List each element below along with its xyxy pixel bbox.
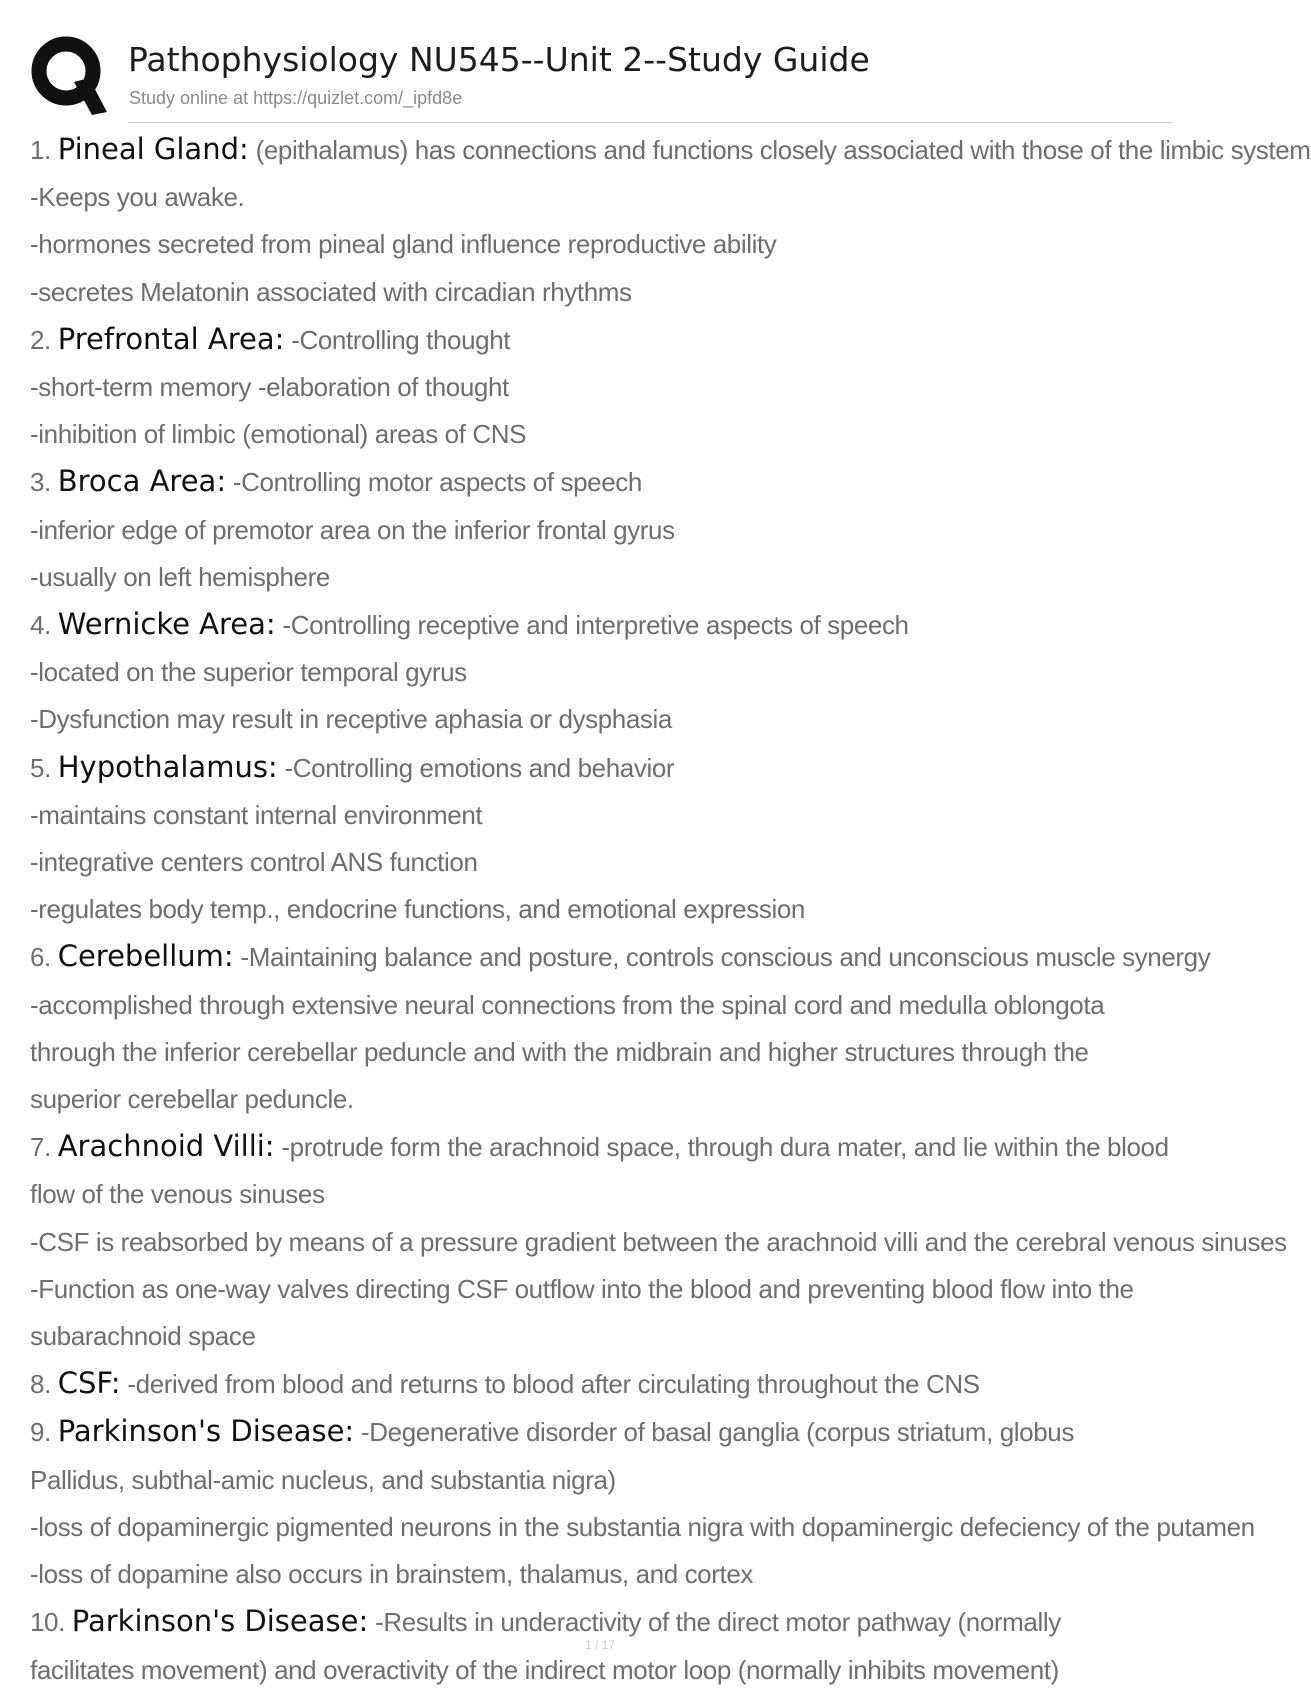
definition-text: -Controlling motor aspects of speech	[232, 467, 642, 498]
term-item-parkinsons-disease	[30, 1408, 1255, 1598]
definition-text: -Controlling thought	[291, 324, 511, 355]
definition-line: -regulates body temp., endocrine functions, and emotional expression	[30, 894, 805, 925]
term-line	[30, 744, 1170, 792]
term-line	[30, 601, 1170, 649]
header-divider	[128, 122, 1172, 123]
term-number: 9.	[30, 1417, 51, 1448]
term-item-cerebellum	[30, 933, 1211, 1123]
definition-line: -integrative centers control ANS function	[30, 847, 478, 878]
term-number: 1.	[30, 135, 51, 165]
quizlet-q-logo-icon	[30, 34, 108, 116]
term-line	[30, 1123, 1170, 1218]
definition-line: -short-term memory -elaboration of thought	[30, 372, 509, 403]
definition-text: -Controlling receptive and interpretive aspects of speech	[282, 610, 909, 641]
definition-line: -accomplished through extensive neural connections from the spinal cord and medulla oblongota through the inferior cerebellar peduncle and with the midbrain and higher structures through the superior cerebellar peduncle.	[30, 989, 1105, 1115]
definition-line: -inhibition of limbic (emotional) areas of CNS	[30, 419, 527, 450]
definition-line: -loss of dopamine also occurs in brainstem, thalamus, and cortex	[30, 1559, 753, 1590]
term-line	[30, 316, 1170, 364]
term-item-csf	[30, 1360, 1170, 1408]
term-number: 4.	[30, 610, 51, 641]
term-name: Pineal Gland:	[57, 132, 249, 166]
definition-line: -Function as one-way valves directing CSF outflow into the blood and preventing blood flow into the subarachnoid space	[30, 1273, 1134, 1352]
term-item-pineal-gland	[30, 126, 1311, 316]
document-header	[30, 34, 1172, 124]
term-number: 3.	[30, 467, 51, 498]
definition-line: -Dysfunction may result in receptive aphasia or dysphasia	[30, 704, 672, 735]
term-item-wernicke-area	[30, 601, 1170, 744]
definition-line: -maintains constant internal environment	[30, 799, 483, 830]
page-number: 1 / 17	[584, 1638, 616, 1652]
term-line	[30, 933, 1211, 981]
term-name: Arachnoid Villi:	[57, 1129, 275, 1164]
study-online-link[interactable]: Study online at https://quizlet.com/_ipfd8e	[129, 88, 463, 108]
term-name: Prefrontal Area:	[57, 321, 285, 356]
term-name: Parkinson's Disease:	[57, 1414, 355, 1449]
term-number: 6.	[30, 942, 51, 973]
term-line	[30, 1408, 1170, 1503]
term-name: Wernicke Area:	[57, 607, 276, 642]
definition-line: -secretes Melatonin associated with circadian rhythms	[30, 276, 632, 307]
term-number: 10.	[30, 1607, 65, 1638]
definition-line: -located on the superior temporal gyrus	[30, 657, 467, 688]
term-number: 2.	[30, 324, 51, 355]
definition-text: (epithalamus) has connections and functions closely associated with those of the limbic system	[255, 135, 1311, 165]
term-number: 8.	[30, 1369, 51, 1400]
definition-text: -Maintaining balance and posture, controls conscious and unconscious muscle synergy	[240, 942, 1211, 973]
term-name: Broca Area:	[57, 464, 227, 499]
definition-text: -derived from blood and returns to blood after circulating throughout the CNS	[127, 1369, 980, 1400]
definition-line: -usually on left hemisphere	[30, 561, 330, 592]
term-item-prefrontal-area	[30, 316, 1170, 459]
term-number: 5.	[30, 752, 51, 783]
term-item-broca-area	[30, 458, 1170, 601]
definition-text: -Degenerative disorder of basal ganglia (corpus striatum, globus Pallidus, subthal-amic nucleus, and substantia nigra)	[30, 1417, 1074, 1495]
definition-line: -Keeps you awake.	[30, 182, 245, 213]
term-line	[30, 126, 1311, 174]
term-list	[30, 126, 1311, 1694]
term-item-hypothalamus	[30, 744, 1170, 934]
term-line	[30, 458, 1170, 506]
definition-text: -Controlling emotions and behavior	[284, 752, 675, 783]
definition-line: -loss of dopaminergic pigmented neurons in the substantia nigra with dopaminergic defeciency of the putamen	[30, 1511, 1255, 1542]
term-name: Parkinson's Disease:	[71, 1604, 369, 1639]
term-item-arachnoid-villi	[30, 1123, 1287, 1360]
term-line	[30, 1360, 1170, 1408]
definition-text: -protrude form the arachnoid space, through dura mater, and lie within the blood flow of the venous sinuses	[30, 1132, 1169, 1210]
definition-line: -hormones secreted from pineal gland influence reproductive ability	[30, 229, 777, 260]
definition-text: -Results in underactivity of the direct motor pathway (normally facilitates movement) and overactivity of the indirect motor loop (normally inhibits movement)	[30, 1607, 1061, 1685]
definition-line: -CSF is reabsorbed by means of a pressure gradient between the arachnoid villi and the cerebral venous sinuses	[30, 1226, 1287, 1257]
term-name: Hypothalamus:	[57, 749, 278, 784]
definition-line: -inferior edge of premotor area on the inferior frontal gyrus	[30, 514, 675, 545]
term-number: 7.	[30, 1132, 51, 1163]
term-name: CSF:	[57, 1366, 121, 1401]
term-name: Cerebellum:	[57, 939, 234, 974]
document-title: Pathophysiology NU545--Unit 2--Study Guide	[128, 40, 870, 79]
